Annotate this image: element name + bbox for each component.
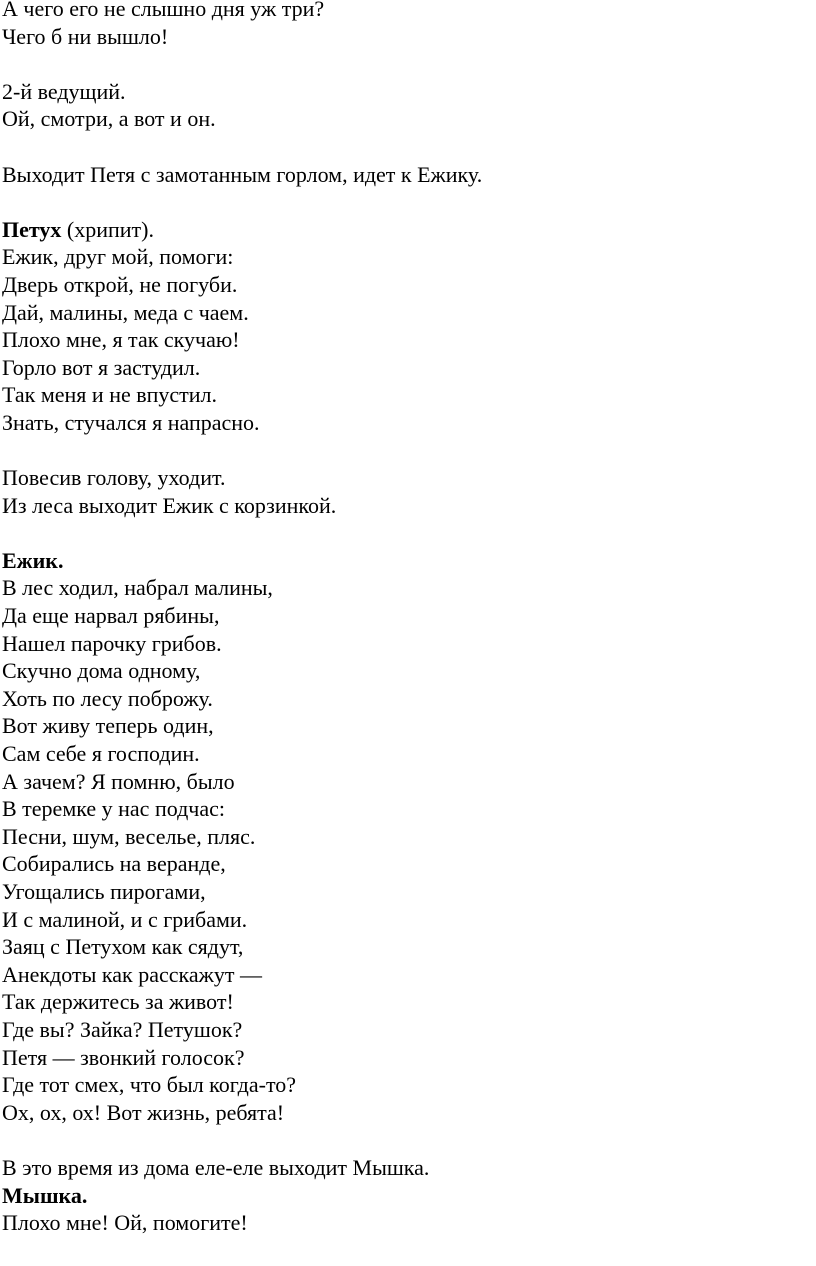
verse-line: Вот живу теперь один, <box>2 713 214 739</box>
stage-direction: В это время из дома еле-еле выходит Мышка. <box>2 1154 430 1180</box>
verse-line: А зачем? Я помню, было <box>2 768 235 794</box>
verse-line: Знать, стучался я напрасно. <box>2 409 260 435</box>
blank-line <box>2 133 816 161</box>
blank-line <box>2 519 816 547</box>
speaker-direction: (хрипит). <box>61 216 154 242</box>
verse-line: Хоть по лесу поброжу. <box>2 685 213 711</box>
verse-line: Да еще нарвал рябины, <box>2 603 220 629</box>
text-line: Ой, смотри, а вот и он. <box>2 106 216 132</box>
speaker-line: Мышка. <box>2 1182 88 1208</box>
verse-line: В лес ходил, набрал малины, <box>2 575 273 601</box>
verse-line: Анекдоты как расскажут — <box>2 961 262 987</box>
verse-line: Песни, шум, веселье, пляс. <box>2 823 256 849</box>
stage-direction: Из леса выходит Ежик с корзинкой. <box>2 492 337 518</box>
speaker-line: Ежик. <box>2 547 64 573</box>
blank-line <box>2 188 816 216</box>
speaker-name: Петух <box>2 216 62 242</box>
stage-direction: Выходит Петя с замотанным горлом, идет к Ежику. <box>2 161 483 187</box>
stage-direction: Повесив голову, уходит. <box>2 465 226 491</box>
text-line: А чего его не слышно дня уж три? <box>2 0 325 21</box>
speaker-line: 2-й ведущий. <box>2 78 126 104</box>
text-line: Чего б ни вышло! <box>2 23 169 49</box>
verse-line: Угощались пирогами, <box>2 879 206 904</box>
verse-line: Где тот смех, что был когда-то? <box>2 1072 297 1098</box>
verse-line: Так держитесь за живот! <box>2 989 234 1015</box>
verse-line: Сам себе я господин. <box>2 741 200 767</box>
blank-line <box>2 50 816 78</box>
verse-line: Дверь открой, не погуби. <box>2 271 238 297</box>
verse-line: Горло вот я застудил. <box>2 354 201 380</box>
verse-line: Нашел парочку грибов. <box>2 630 222 656</box>
verse-line: Плохо мне! Ой, помогите! <box>2 1210 248 1236</box>
verse-line: Плохо мне, я так скучаю! <box>2 327 240 353</box>
verse-line: Скучно дома одному, <box>2 658 201 684</box>
verse-line: В теремке у нас подчас: <box>2 796 225 822</box>
verse-line: Где вы? Зайка? Петушок? <box>2 1016 243 1042</box>
verse-line: Дай, малины, меда с чаем. <box>2 299 249 325</box>
verse-line: Так меня и не впустил. <box>2 382 218 408</box>
blank-line <box>2 437 816 465</box>
verse-line: Заяц с Петухом как сядут, <box>2 934 244 960</box>
verse-line: И с малиной, и с грибами. <box>2 906 248 932</box>
verse-line: Петя — звонкий голосок? <box>2 1044 245 1070</box>
blank-line <box>2 1126 816 1154</box>
speaker-line <box>2 216 816 244</box>
verse-line: Ох, ох, ох! Вот жизнь, ребята! <box>2 1099 285 1125</box>
verse-line: Собирались на веранде, <box>2 851 226 877</box>
verse-line: Ежик, друг мой, помоги: <box>2 244 234 270</box>
